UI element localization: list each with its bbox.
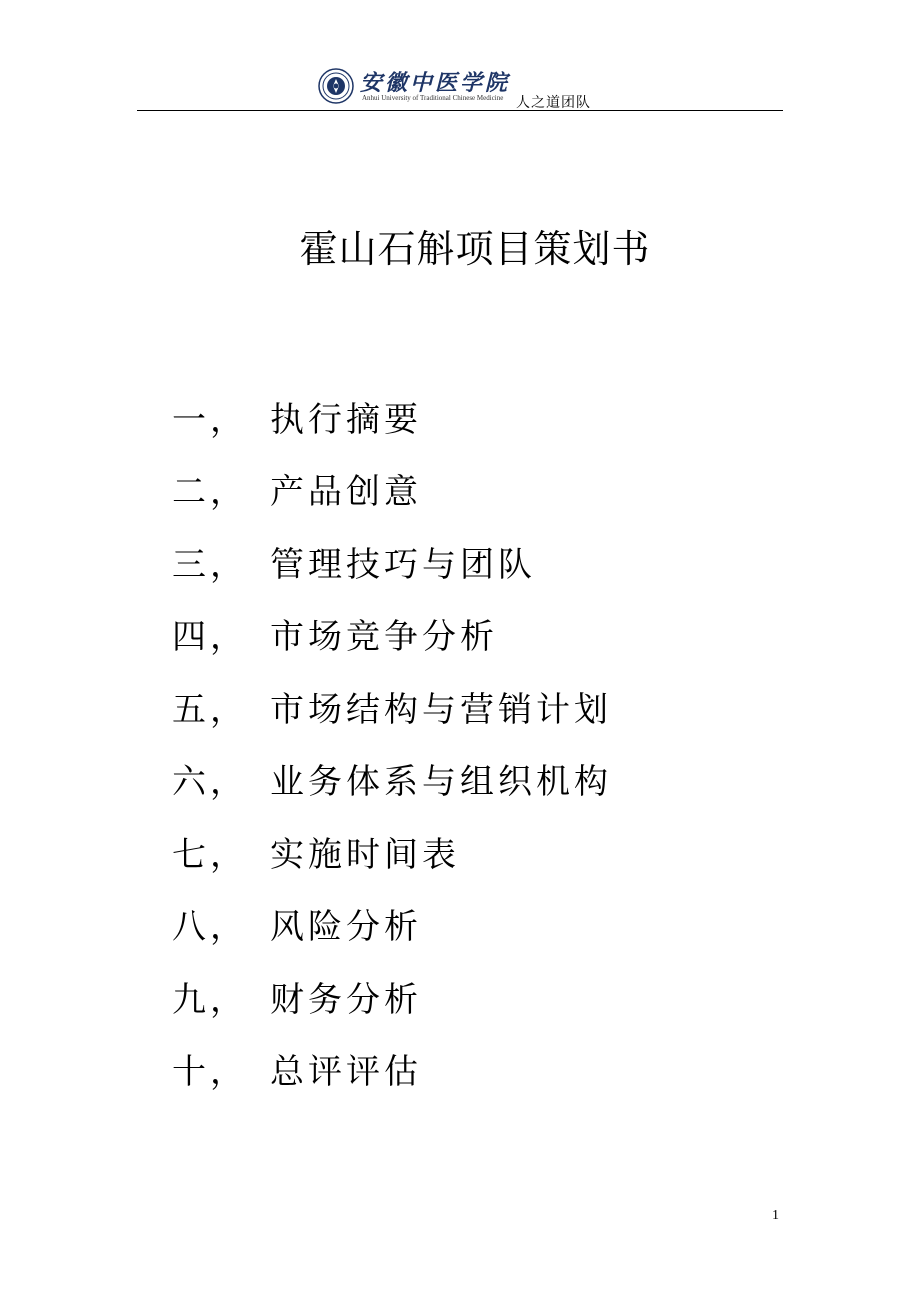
- toc-item: [172, 888, 612, 961]
- toc-item: [172, 380, 612, 453]
- school-name: 安徽中医学院: [360, 71, 511, 96]
- table-of-contents: [172, 380, 612, 1105]
- university-seal-icon: [318, 68, 354, 104]
- toc-item-number: 八，: [172, 907, 248, 948]
- toc-item-number: 一，: [172, 399, 248, 440]
- toc-item: [172, 525, 612, 598]
- toc-item-text: 产品创意: [270, 472, 422, 513]
- school-name-english: Anhui University of Traditional Chinese Medicine: [362, 94, 504, 102]
- toc-item-text: 实施时间表: [270, 834, 460, 875]
- team-name: 人之道团队: [516, 95, 591, 111]
- toc-item-number: 六，: [172, 762, 248, 803]
- toc-item: [172, 453, 612, 526]
- toc-item: [172, 815, 612, 888]
- toc-item: [172, 1033, 612, 1106]
- toc-item: [172, 670, 612, 743]
- toc-item-text: 风险分析: [270, 907, 422, 948]
- toc-item-text: 财务分析: [270, 979, 422, 1020]
- toc-item-number: 三，: [172, 544, 248, 585]
- toc-item-text: 管理技巧与团队: [270, 544, 536, 585]
- toc-item-text: 执行摘要: [270, 399, 422, 440]
- toc-item-text: 业务体系与组织机构: [270, 762, 612, 803]
- toc-item-text: 市场结构与营销计划: [270, 689, 612, 730]
- toc-item-number: 七，: [172, 834, 248, 875]
- toc-item-number: 五，: [172, 689, 248, 730]
- toc-item-number: 九，: [172, 979, 248, 1020]
- toc-item-number: 十，: [172, 1052, 248, 1093]
- header-divider: [137, 110, 783, 111]
- toc-item: [172, 743, 612, 816]
- page-header: [0, 0, 920, 115]
- toc-item: [172, 598, 612, 671]
- toc-item-number: 四，: [172, 617, 248, 658]
- toc-item-number: 二，: [172, 472, 248, 513]
- document-title: 霍山石斛项目策划书: [299, 227, 651, 271]
- toc-item-text: 市场竞争分析: [270, 617, 498, 658]
- toc-item: [172, 960, 612, 1033]
- toc-item-text: 总评评估: [270, 1052, 422, 1093]
- page-number: 1: [772, 1208, 779, 1223]
